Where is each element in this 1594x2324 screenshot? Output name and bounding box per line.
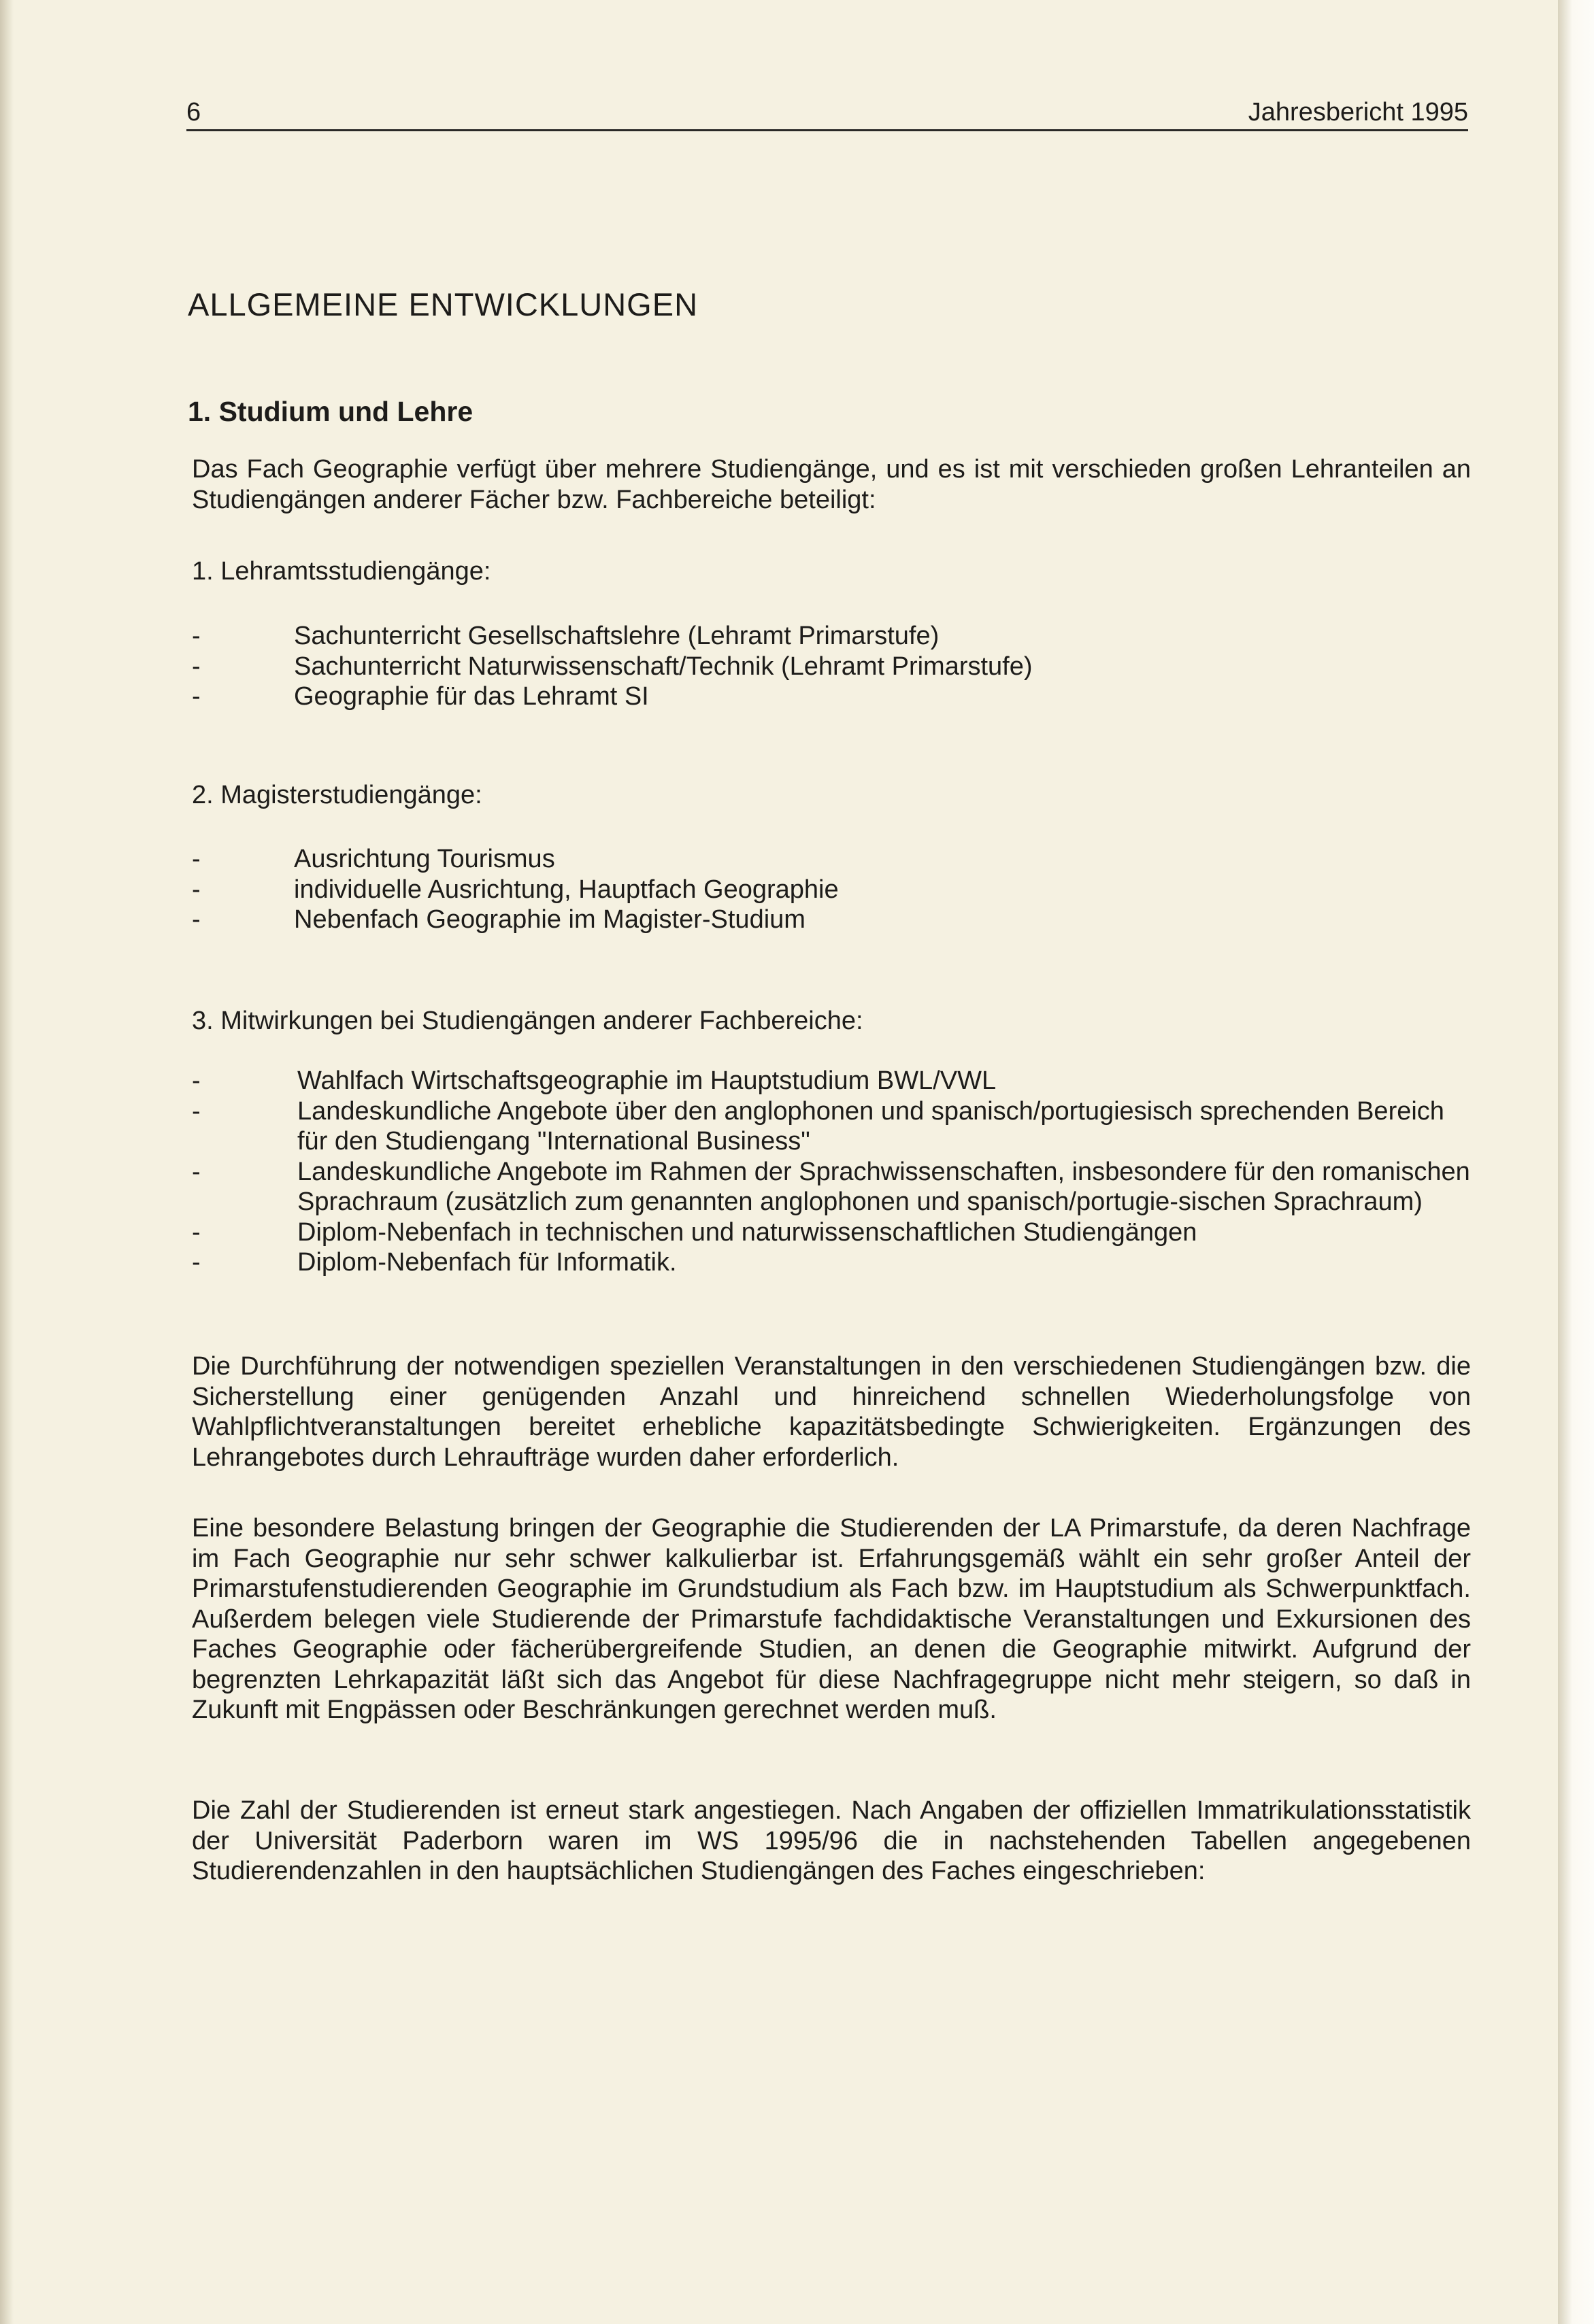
list-label-lehramt: 1. Lehramtsstudiengänge:: [192, 557, 491, 586]
list-item-text: Wahlfach Wirtschaftsgeographie im Hauptstudium BWL/VWL: [297, 1066, 997, 1095]
list-item-text: Sachunterricht Gesellschaftslehre (Lehramt Primarstufe): [294, 622, 940, 650]
running-header: [186, 95, 1468, 131]
paragraph-durchfuehrung: Die Durchführung der notwendigen speziellen Veranstaltungen in den verschiedenen Studiengängen bzw. die Sicherstellung einer genügenden Anzahl und hinreichend schnellen Wiederholungsfolge von Wahlpflichtveranstaltungen bereitet erhebliche kapazitätsbedingte Schwierigkeiten. Ergänzungen des Lehrangebotes durch Lehraufträge wurden daher erforderlich.: [192, 1352, 1471, 1472]
list-item-text: Nebenfach Geographie im Magister-Studium: [294, 905, 806, 934]
list-dash: -: [192, 1248, 201, 1277]
list-dash: -: [192, 875, 201, 904]
list-item: [192, 1096, 1471, 1157]
list-dash: -: [192, 1066, 201, 1095]
list-item-text: Diplom-Nebenfach für Informatik.: [297, 1248, 677, 1277]
list-item-text: Sachunterricht Naturwissenschaft/Technik (Lehramt Primarstufe): [294, 652, 1033, 681]
running-title: Jahresbericht 1995: [1248, 98, 1468, 127]
list-item-text: Geographie für das Lehramt SI: [294, 682, 649, 711]
list-dash: -: [192, 1096, 201, 1126]
list-label-mitwirkungen: 3. Mitwirkungen bei Studiengängen anderer Fachbereiche:: [192, 1007, 863, 1035]
section-title: ALLGEMEINE ENTWICKLUNGEN: [188, 286, 699, 322]
paragraph-studierendenzahl: Die Zahl der Studierenden ist erneut stark angestiegen. Nach Angaben der offiziellen Immatrikulationsstatistik der Universität Paderborn waren im WS 1995/96 die in nachstehenden Tabellen angegebenen Studierendenzahlen in den hauptsächlichen Studiengängen des Faches eingeschrieben:: [192, 1796, 1471, 1885]
list-item: [192, 1247, 1471, 1278]
list-dash: -: [192, 1217, 201, 1247]
list-dash: -: [192, 905, 201, 934]
list-lehramt: [192, 621, 1471, 712]
list-item: [192, 1217, 1471, 1248]
list-item-text: individuelle Ausrichtung, Hauptfach Geographie: [294, 875, 839, 904]
list-item: [192, 621, 1471, 652]
page-edge-left: [0, 0, 14, 2324]
list-magister: [192, 844, 1471, 935]
list-dash: -: [192, 845, 201, 873]
list-dash: -: [192, 622, 201, 650]
subsection-title: 1. Studium und Lehre: [188, 396, 474, 427]
list-dash: -: [192, 682, 201, 711]
list-item: [192, 652, 1471, 682]
list-item-text: Ausrichtung Tourismus: [294, 845, 555, 873]
list-item: [192, 1066, 1471, 1096]
list-dash: -: [192, 652, 201, 681]
list-item: [192, 681, 1471, 712]
list-item-text: Diplom-Nebenfach in technischen und naturwissenschaftlichen Studiengängen: [297, 1217, 1197, 1247]
list-label-magister: 2. Magisterstudiengänge:: [192, 781, 482, 809]
page-edge-right: [1558, 0, 1594, 2324]
intro-paragraph: Das Fach Geographie verfügt über mehrere Studiengänge, und es ist mit verschieden großen Lehranteilen an Studiengängen anderer Fächer bzw. Fachbereiche beteiligt:: [192, 455, 1471, 514]
list-item: [192, 875, 1471, 905]
paragraph-belastung: Eine besondere Belastung bringen der Geographie die Studierenden der LA Primarstufe, da deren Nachfrage im Fach Geographie nur sehr schwer kalkulierbar ist. Erfahrungsgemäß wählt ein sehr großer Anteil der Primarstufenstudierenden Geographie im Grundstudium als Fach bzw. im Hauptstudium als Schwerpunktfach. Außerdem belegen viele Studierende der Primarstufe fachdidaktische Veranstaltungen und Exkursionen des Faches Geographie oder fächerübergreifende Studien, an denen die Geographie mitwirkt. Aufgrund der begrenzten Lehrkapazität läßt sich das Angebot für diese Nachfragegruppe nicht mehr steigern, so daß in Zukunft mit Engpässen oder Beschränkungen gerechnet werden muß.: [192, 1514, 1471, 1724]
list-item: [192, 1157, 1471, 1217]
list-item: [192, 905, 1471, 935]
list-mitwirkungen: [192, 1066, 1471, 1278]
page-number: 6: [186, 98, 201, 127]
list-item-text: Landeskundliche Angebote im Rahmen der Sprachwissenschaften, insbesondere für den romanischen Sprachraum (zusätzlich zum genannten anglophonen und spanisch/portugie-sischen Sprachraum): [297, 1157, 1470, 1216]
list-item-text: Landeskundliche Angebote über den anglophonen und spanisch/portugiesisch sprechenden Bereich für den Studiengang "International Business": [297, 1096, 1444, 1156]
list-item: [192, 844, 1471, 875]
list-dash: -: [192, 1157, 201, 1186]
